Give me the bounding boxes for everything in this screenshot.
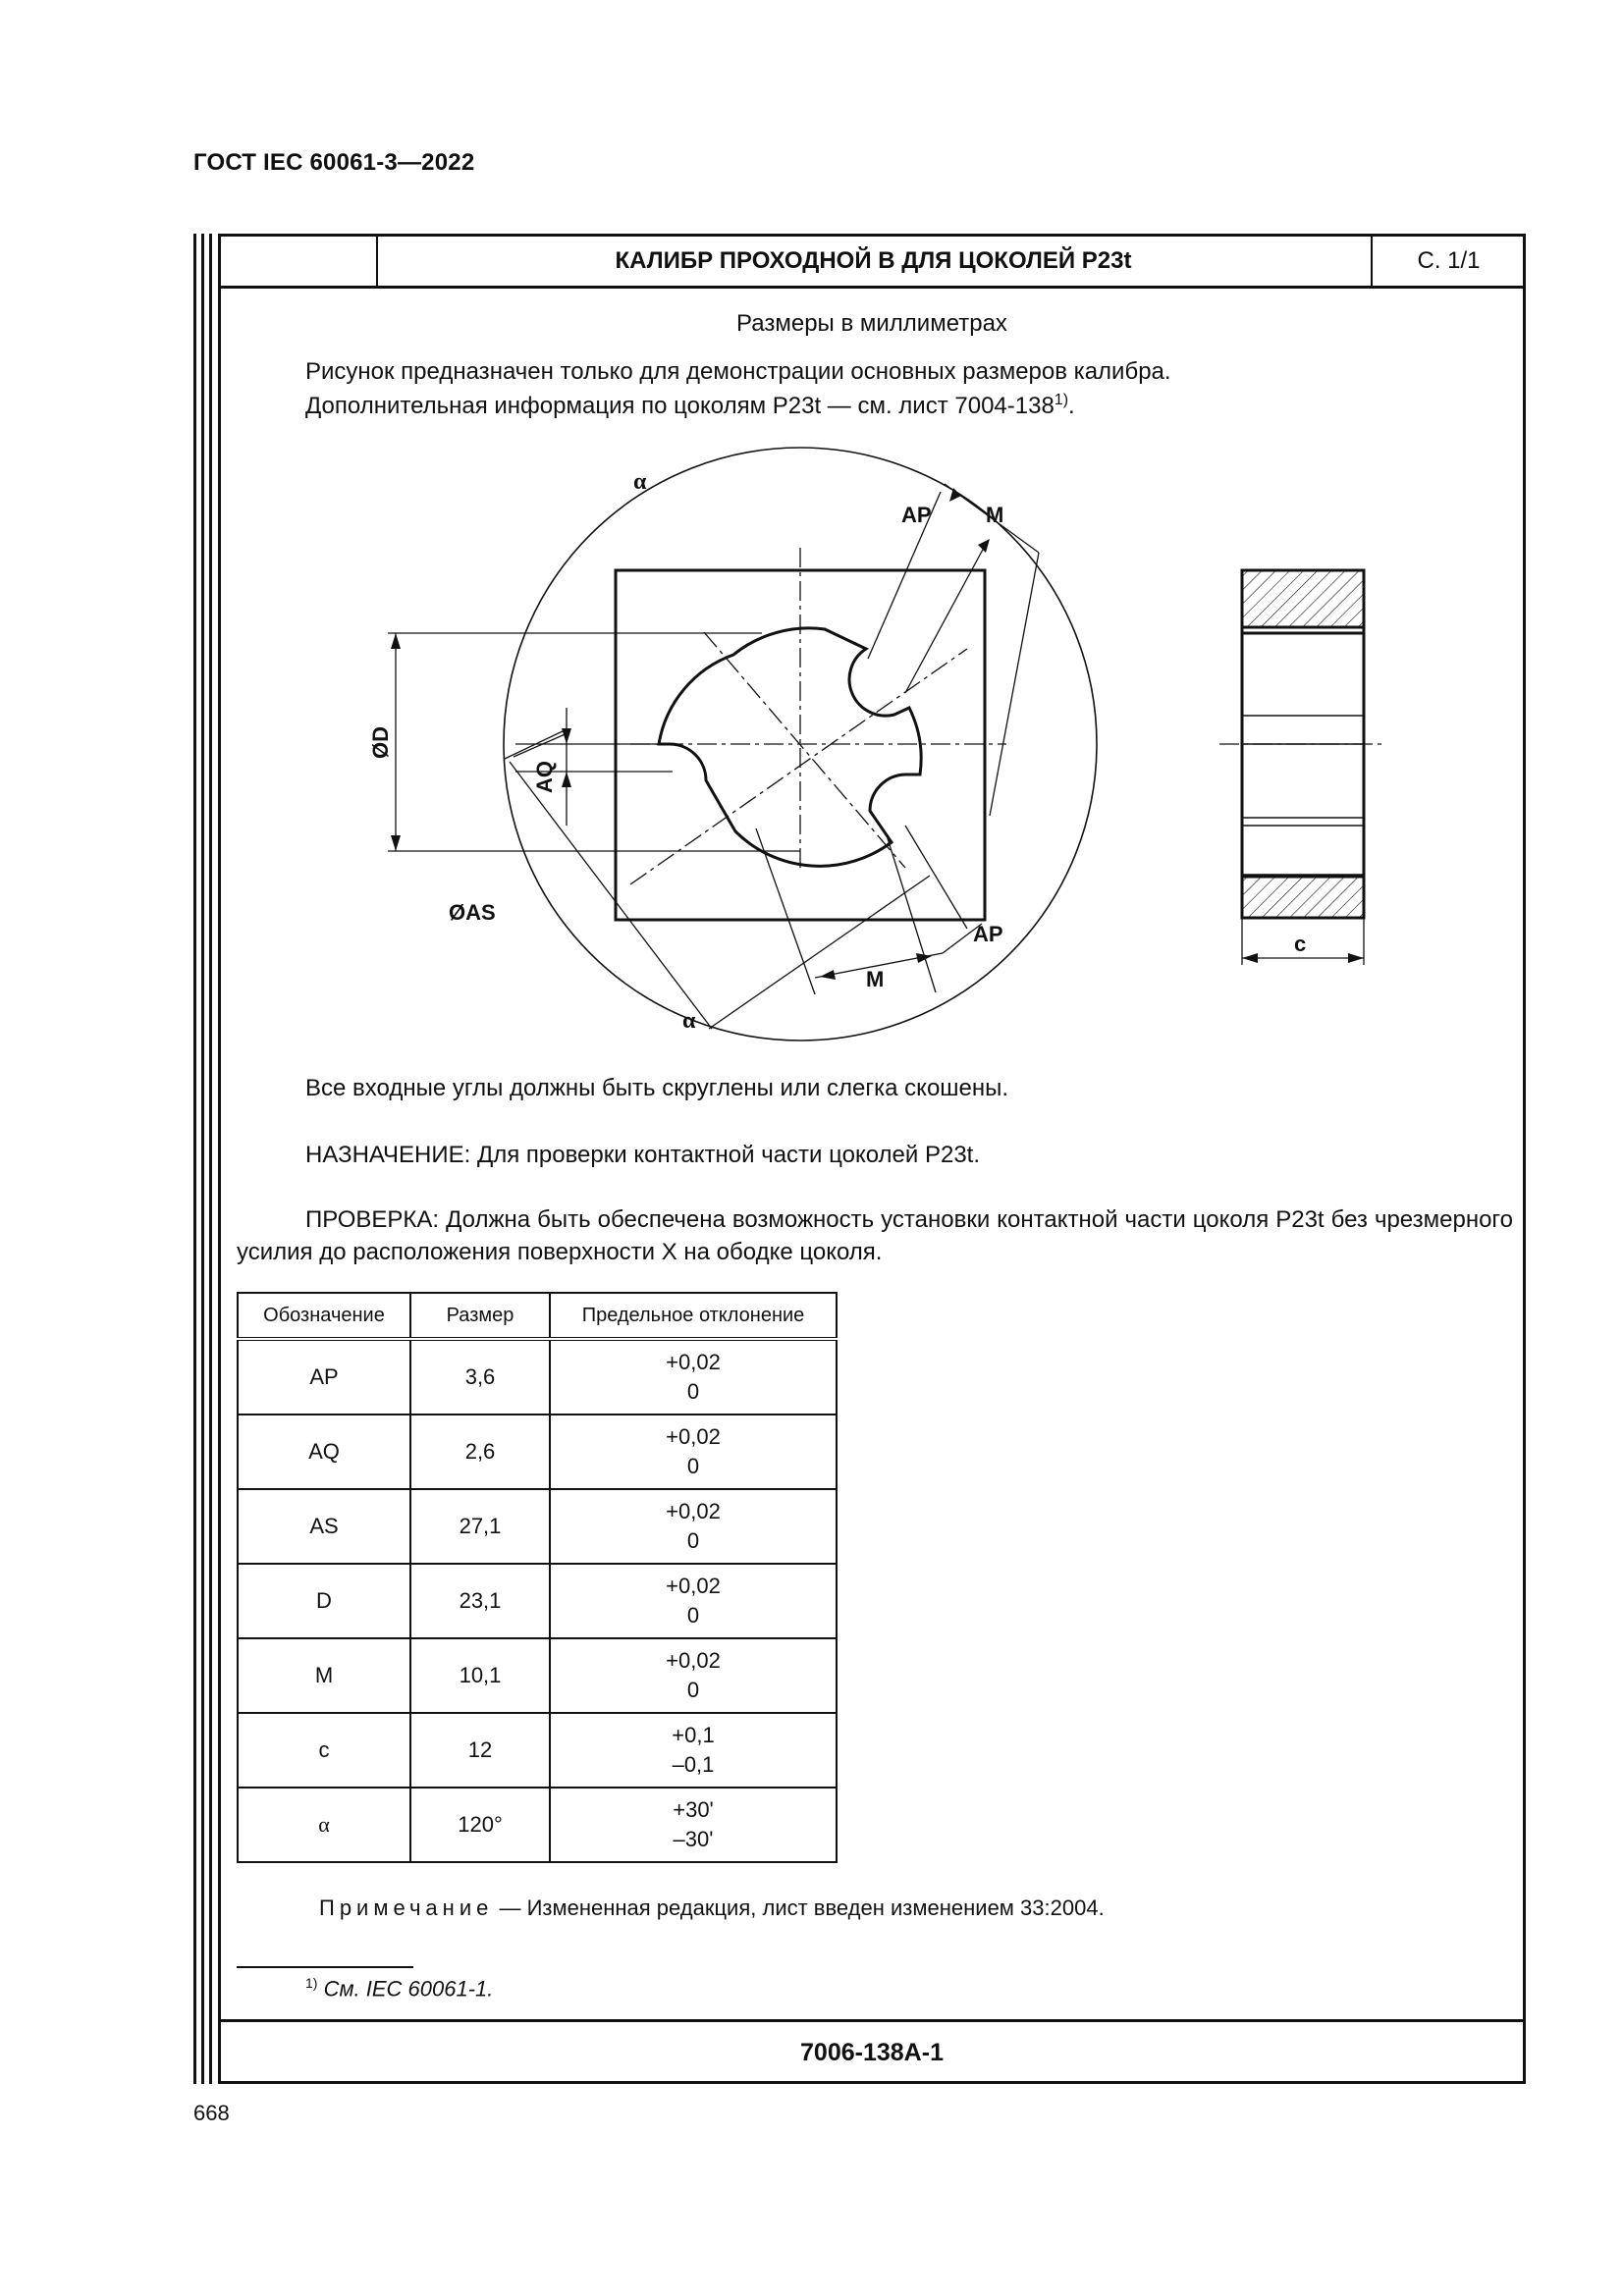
check-paragraph: ПРОВЕРКА: Должна быть обеспечена возможность установки контактной части цоколя P23t без чрезмерного усилия до расположения поверхности X на ободке цоколя. <box>237 1206 1513 1266</box>
sheet-code: 7006-138А-1 <box>800 2039 944 2066</box>
cell-symbol: c <box>238 1713 410 1788</box>
corners-paragraph: Все входные углы должны быть скруглены или слегка скошены. <box>305 1075 1009 1101</box>
cell-symbol: AP <box>238 1339 410 1415</box>
table-row <box>238 1489 837 1564</box>
header-size: Размер <box>410 1293 550 1339</box>
cell-tolerance <box>550 1638 837 1713</box>
aq-label: AQ <box>532 761 557 793</box>
cell-tolerance <box>550 1415 837 1489</box>
cell-tolerance <box>550 1713 837 1788</box>
cell-size: 2,6 <box>410 1415 550 1489</box>
standard-header: ГОСТ IEC 60061-3—2022 <box>193 149 475 176</box>
margin-rule <box>201 234 204 2084</box>
tolerance-lower: 0 <box>686 1379 700 1404</box>
footnote-rule <box>237 1966 413 1968</box>
as-extension-bottom <box>709 876 930 1029</box>
margin-rule <box>193 234 196 2084</box>
margin-rule <box>209 234 212 2084</box>
tolerance-lower: 0 <box>686 1603 700 1628</box>
axis-line-diagonal-2 <box>630 649 967 884</box>
tolerance-upper: +0,02 <box>666 1499 721 1524</box>
cell-tolerance <box>550 1339 837 1415</box>
footnote <box>305 1975 493 2002</box>
header-symbol: Обозначение <box>238 1293 410 1339</box>
m-label-top: M <box>986 503 1004 527</box>
cell-tolerance <box>550 1788 837 1862</box>
d-label: ØD <box>368 726 393 759</box>
axis-line-diagonal-1 <box>704 632 905 868</box>
ap-bottom-extension-1 <box>887 835 936 992</box>
table-row <box>238 1415 837 1489</box>
header-tolerance: Предельное отклонение <box>550 1293 837 1339</box>
table-header-row <box>238 1293 837 1339</box>
gauge-drawing <box>221 237 1523 1081</box>
tolerance-lower: 0 <box>686 1678 700 1702</box>
tolerance-lower: 0 <box>686 1454 700 1478</box>
footnote-text: См. IEC 60061-1. <box>323 1976 494 2002</box>
ap-label-bottom: AP <box>973 922 1003 946</box>
cell-size: 10,1 <box>410 1638 550 1713</box>
sheet-title: КАЛИБР ПРОХОДНОЙ В ДЛЯ ЦОКОЛЕЙ P23t <box>615 247 1132 274</box>
m-bottom-extension-1 <box>756 828 815 994</box>
ap-bottom-extension-2 <box>905 826 967 929</box>
cell-size: 23,1 <box>410 1564 550 1638</box>
tolerance-upper: +0,02 <box>666 1574 721 1599</box>
table-row <box>238 1788 837 1862</box>
cell-tolerance <box>550 1489 837 1564</box>
intro-line-2-text: Дополнительная информация по цоколям P23t — см. лист 7004-138 <box>305 393 1055 419</box>
dimensions-note: Размеры в миллиметрах <box>736 310 1007 337</box>
as-dimension-line-long <box>510 762 712 1029</box>
cell-symbol: D <box>238 1564 410 1638</box>
sheet-page: С. 1/1 <box>1371 237 1525 286</box>
table-row <box>238 1638 837 1713</box>
page-number: 668 <box>193 2101 230 2125</box>
footer-rule <box>221 2019 1523 2022</box>
tolerance-upper: +0,1 <box>672 1723 715 1748</box>
tolerance-lower: –30' <box>673 1827 714 1851</box>
dimensions-table <box>237 1292 838 1863</box>
tolerance-upper: +0,02 <box>666 1424 721 1450</box>
tolerance-upper: +30' <box>673 1797 714 1823</box>
cell-size: 120° <box>410 1788 550 1862</box>
cell-symbol: α <box>238 1788 410 1862</box>
ap-label-top: AP <box>901 503 932 527</box>
tolerance-upper: +0,02 <box>666 1350 721 1375</box>
cell-symbol: M <box>238 1638 410 1713</box>
table-row <box>238 1339 837 1415</box>
cell-size: 12 <box>410 1713 550 1788</box>
intro-line-2-end: . <box>1068 393 1075 419</box>
note <box>319 1896 1105 1921</box>
table-row <box>238 1713 837 1788</box>
cell-symbol: AS <box>238 1489 410 1564</box>
cell-size: 27,1 <box>410 1489 550 1564</box>
note-label: Примечание <box>319 1896 494 1920</box>
alpha-label-bottom: α <box>682 1008 696 1034</box>
footnote-mark: 1) <box>305 1975 318 1991</box>
note-text: — Измененная редакция, лист введен изменением 33:2004. <box>493 1896 1105 1920</box>
cell-tolerance <box>550 1564 837 1638</box>
tolerance-upper: +0,02 <box>666 1648 721 1674</box>
footnote-ref[interactable]: 1) <box>1054 392 1069 408</box>
c-label: c <box>1294 932 1307 956</box>
tolerance-lower: 0 <box>686 1528 700 1553</box>
alpha-label-top: α <box>633 469 647 495</box>
as-label: ØAS <box>449 900 496 925</box>
purpose-paragraph: НАЗНАЧЕНИЕ: Для проверки контактной части цоколей P23t. <box>305 1142 980 1168</box>
intro-line-1: Рисунок предназначен только для демонстрации основных размеров калибра. <box>305 358 1171 385</box>
m-top-extension <box>990 553 1039 816</box>
sheet-frame <box>218 234 1526 2084</box>
gauge-side-view <box>1219 570 1386 965</box>
table-row <box>238 1564 837 1638</box>
cell-size: 3,6 <box>410 1339 550 1415</box>
tolerance-lower: –0,1 <box>672 1752 715 1777</box>
m-label-bottom: M <box>866 967 885 991</box>
ap-top-extension-2 <box>905 546 985 693</box>
cell-symbol: AQ <box>238 1415 410 1489</box>
gauge-opening-profile <box>659 628 921 866</box>
